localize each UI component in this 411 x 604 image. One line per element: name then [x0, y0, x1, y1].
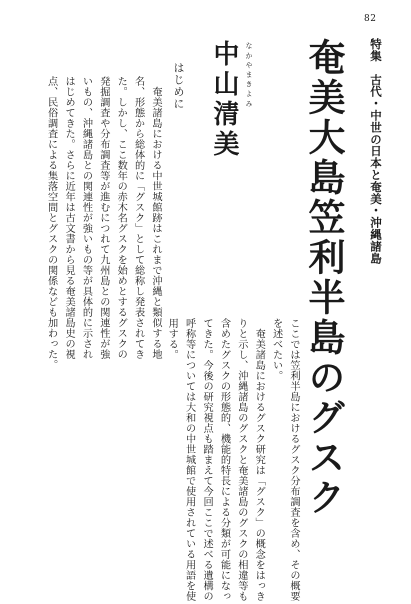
- body-line: 呼称等については大和の中世城館で使用されている用語を使: [183, 318, 195, 602]
- body-line: を述べたい。: [270, 318, 282, 381]
- body-line: 奄美諸島におけるグスク研究は「グスク」の概念をはっき: [253, 318, 265, 602]
- body-line: はじめてきた。さらに近年は古文書から見る奄美諸島史の視: [63, 76, 75, 360]
- article-title: 奄美大島笠利半島のグスク: [302, 38, 346, 518]
- body-line: 用する。: [166, 318, 178, 360]
- body-text-lower: [102, 318, 302, 602]
- body-text-upper: [4, 76, 164, 370]
- page-number: 82: [364, 14, 377, 24]
- body-line: ここでは笠利半島におけるグスク分布調査を含め、その概要: [288, 318, 299, 602]
- author-name: 中山清美: [209, 40, 239, 160]
- body-line: てきた。今後の研究視点も踏まえて今回ここで述べる遺構の: [201, 318, 213, 602]
- author-reading: なかやまきよみ: [245, 42, 253, 110]
- feature-label: 特集 古代・中世の日本と奄美・沖縄諸島: [369, 38, 383, 265]
- body-line: 奄美諸島における中世城館跡はこれまで沖縄と類似する地: [150, 76, 161, 360]
- body-line: 発掘調査や分布調査等が進むにつれて九州島との関連性が強: [97, 76, 109, 360]
- body-line: 含めたグスクの形態的、機能的特長による分類が可能になっ: [218, 318, 230, 602]
- body-line: た。しかし、ここ数年の赤木名グスクを始めとするグスクの: [115, 76, 127, 360]
- section-heading: はじめに: [172, 62, 185, 110]
- body-line: 名、形態から総体的に「グスク」として総称し発表されてき: [132, 76, 144, 360]
- body-line: いもの、沖縄諸島との関連性が強いもの等が具体的に示され: [80, 76, 92, 360]
- body-line: 点、民俗調査による集落空間とグスクの関係なども加わった。: [45, 76, 57, 370]
- body-line: りと示し、沖縄諸島のグスクと奄美諸島のグスクの相違等も: [235, 318, 247, 602]
